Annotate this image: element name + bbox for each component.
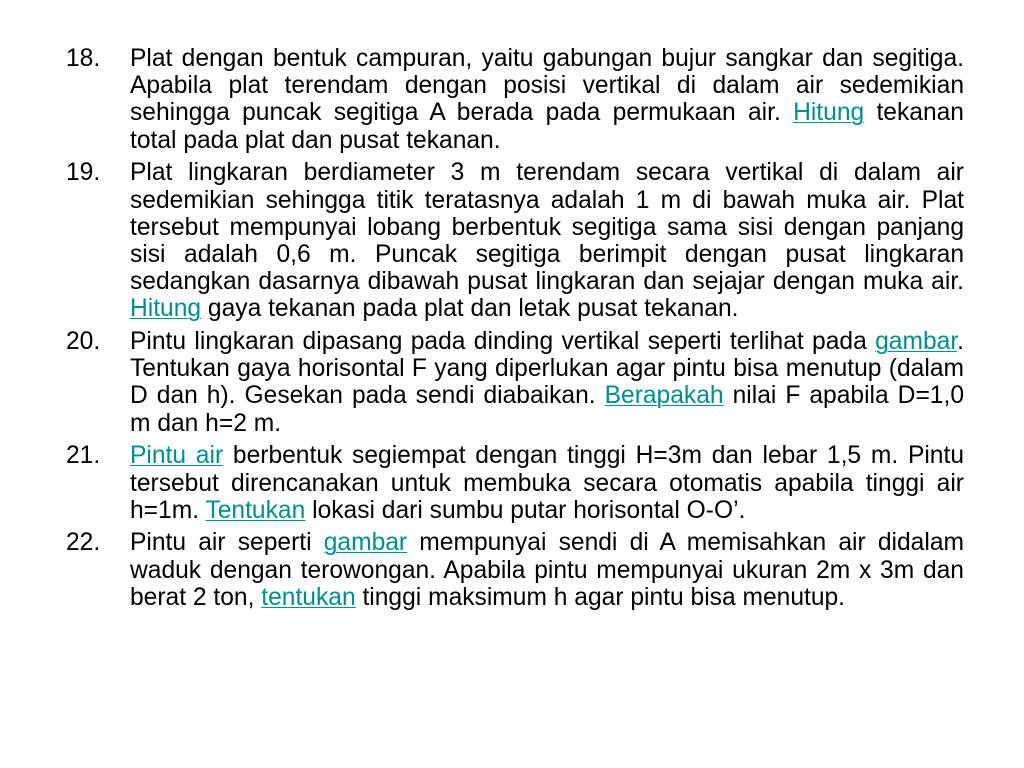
problem-text: [130, 328, 964, 437]
problem-text: [130, 45, 964, 154]
hitung-link[interactable]: Hitung: [130, 295, 202, 323]
berapakah-link[interactable]: Berapakah: [604, 382, 724, 410]
problem-20: [66, 328, 964, 437]
problem-list: [66, 45, 964, 617]
problem-text-segment: mempunyai sendi di A memisahkan air didalam waduk dengan terowongan. Apabila pintu mempunyai ukuran 2m x 3m dan berat 2 ton,: [130, 529, 964, 611]
hitung-link[interactable]: Hitung: [793, 99, 865, 127]
problem-text-segment: tinggi maksimum h agar pintu bisa menutup.: [355, 583, 846, 611]
problem-number: 20.: [66, 328, 101, 356]
problem-22: [66, 529, 964, 611]
problem-text-segment: berbentuk segiempat dengan tinggi H=3m dan lebar 1,5 m. Pintu tersebut direncanakan untuk membuka secara otomatis apabila tinggi air h=1m.: [130, 442, 964, 524]
gambar-link[interactable]: gambar: [323, 529, 408, 557]
problem-text: [130, 159, 964, 322]
problem-text-segment: Pintu lingkaran dipasang pada dinding vertikal seperti terlihat pada: [130, 328, 876, 356]
problem-text-segment: . Tentukan gaya horisontal F yang diperlukan agar pintu bisa menutup (dalam D dan h). Gesekan pada sendi diabaikan.: [130, 328, 964, 410]
tentukan-link[interactable]: Tentukan: [205, 496, 306, 524]
tentukan-link[interactable]: tentukan: [261, 583, 356, 611]
problem-text-segment: lokasi dari sumbu putar horisontal O-O’.: [305, 496, 746, 524]
pintu-air-link[interactable]: Pintu air: [130, 442, 224, 470]
problem-18: [66, 45, 964, 154]
problem-number: 21.: [66, 442, 101, 470]
problem-text-segment: Pintu air seperti: [130, 529, 324, 557]
problem-text: [130, 442, 964, 524]
problem-21: [66, 442, 964, 524]
problem-text-segment: tekanan total pada plat dan pusat tekanan.: [130, 99, 964, 154]
problem-text-segment: gaya tekanan pada plat dan letak pusat tekanan.: [201, 295, 739, 323]
problem-number: 22.: [66, 529, 101, 557]
problem-19: [66, 159, 964, 322]
problem-number: 18.: [66, 45, 101, 72]
problem-text: [130, 529, 964, 611]
gambar-link[interactable]: gambar: [875, 328, 958, 356]
problem-text-segment: nilai F apabila D=1,0 m dan h=2 m.: [130, 382, 964, 437]
problem-text-segment: Plat dengan bentuk campuran, yaitu gabungan bujur sangkar dan segitiga. Apabila plat terendam dengan posisi vertikal di dalam air sedemikian sehingga puncak segitiga A berada pada permukaan air.: [130, 45, 964, 127]
problem-text-segment: Plat lingkaran berdiameter 3 m terendam secara vertikal di dalam air sedemikian sehingga titik teratasnya adalah 1 m di bawah muka air. Plat tersebut mempunyai lobang berbentuk segitiga sama sisi dengan panjang sisi adalah 0,6 m. Puncak segitiga berimpit dengan pusat lingkaran sedangkan dasarnya dibawah pusat lingkaran dan sejajar dengan muka air.: [130, 159, 964, 296]
problem-number: 19.: [66, 159, 101, 187]
